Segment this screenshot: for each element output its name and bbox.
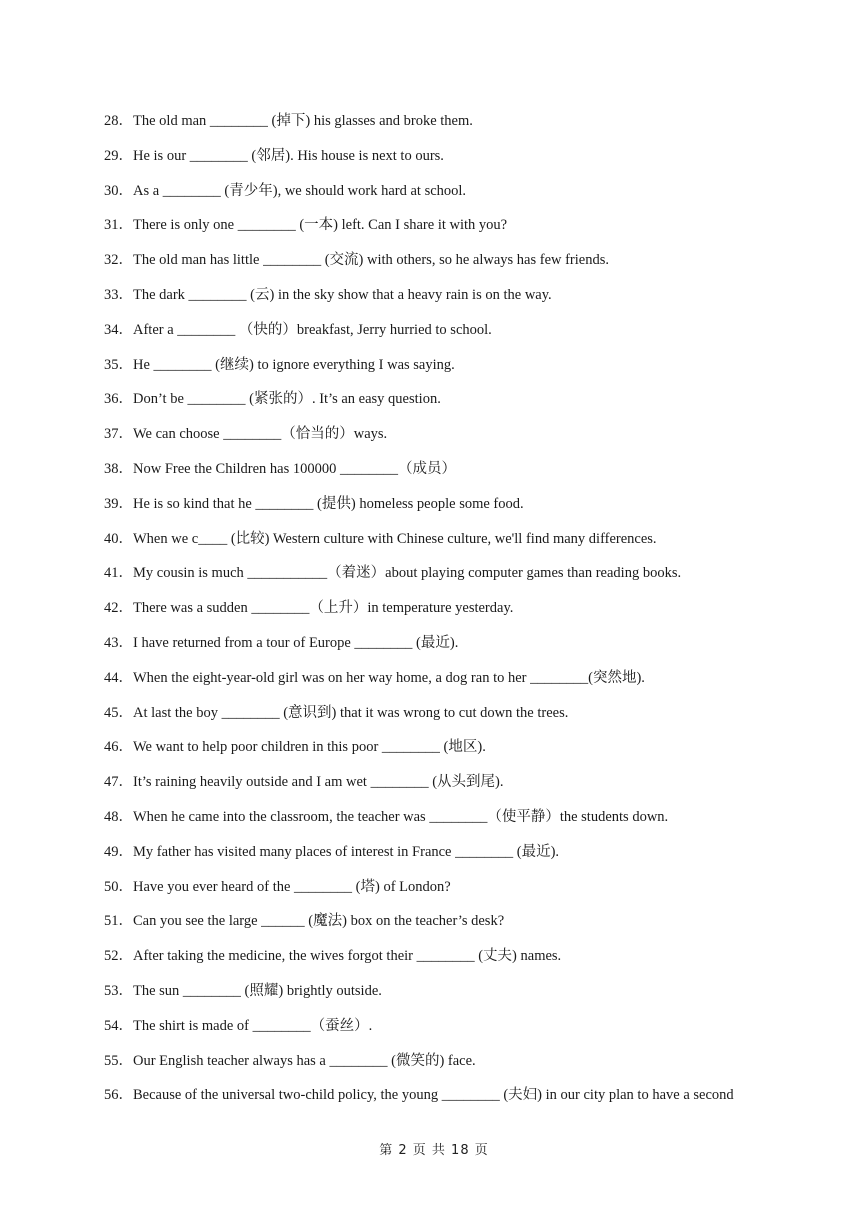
question-text: He is our ________ (邻居). His house is next to ours. bbox=[133, 147, 444, 164]
question-text: My father has visited many places of interest in France ________ (最近). bbox=[133, 843, 560, 860]
question-number: 52． bbox=[104, 948, 133, 965]
question-item bbox=[104, 458, 804, 493]
question-number: 31． bbox=[104, 217, 133, 234]
question-text: We can choose ________（恰当的）ways. bbox=[133, 426, 388, 443]
page-number-text: 第 2 页 共 18 页 bbox=[379, 1143, 489, 1158]
question-text: He is so kind that he ________ (提供) homeless people some food. bbox=[133, 495, 524, 512]
question-item bbox=[104, 667, 804, 702]
question-text: After a ________ （快的）breakfast, Jerry hurried to school. bbox=[133, 321, 492, 338]
question-item bbox=[104, 354, 804, 389]
question-text: My cousin is much ___________（着迷）about playing computer games than reading books. bbox=[133, 565, 682, 582]
question-number: 36． bbox=[104, 391, 133, 408]
question-item bbox=[104, 110, 804, 145]
question-text: We want to help poor children in this poor ________ (地区). bbox=[133, 739, 486, 756]
question-list bbox=[104, 110, 804, 1119]
question-number: 48． bbox=[104, 808, 133, 825]
question-number: 33． bbox=[104, 286, 133, 303]
question-item bbox=[104, 528, 804, 563]
question-item bbox=[104, 180, 804, 215]
question-item bbox=[104, 771, 804, 806]
question-text: The sun ________ (照耀) brightly outside. bbox=[133, 982, 382, 999]
question-item bbox=[104, 145, 804, 180]
question-text: When the eight-year-old girl was on her way home, a dog ran to her ________(突然地). bbox=[133, 669, 645, 686]
question-text: Our English teacher always has a ________ (微笑的) face. bbox=[133, 1052, 476, 1069]
question-item bbox=[104, 980, 804, 1015]
question-number: 28． bbox=[104, 113, 133, 129]
question-text: There was a sudden ________（上升）in temperature yesterday. bbox=[133, 600, 514, 617]
question-number: 32． bbox=[104, 252, 133, 269]
question-number: 42． bbox=[104, 600, 133, 617]
question-item bbox=[104, 284, 804, 319]
question-item bbox=[104, 736, 804, 771]
question-number: 51． bbox=[104, 913, 133, 930]
question-number: 37． bbox=[104, 426, 133, 443]
question-text: At last the boy ________ (意识到) that it was wrong to cut down the trees. bbox=[133, 704, 569, 721]
question-number: 47． bbox=[104, 774, 133, 791]
question-number: 44． bbox=[104, 669, 133, 686]
question-item bbox=[104, 597, 804, 632]
question-number: 54． bbox=[104, 1017, 133, 1034]
question-item bbox=[104, 493, 804, 528]
question-text: When we c____ (比较) Western culture with Chinese culture, we'll find many differences. bbox=[133, 530, 657, 547]
question-number: 55． bbox=[104, 1052, 133, 1069]
question-number: 46． bbox=[104, 739, 133, 756]
question-text: As a ________ (青少年), we should work hard at school. bbox=[133, 182, 467, 199]
question-item bbox=[104, 214, 804, 249]
question-number: 40． bbox=[104, 530, 133, 547]
question-item bbox=[104, 876, 804, 911]
question-text: There is only one ________ (一本) left. Can I share it with you? bbox=[133, 217, 508, 234]
question-text: The old man ________ (掉下) his glasses and broke them. bbox=[133, 113, 473, 129]
question-text: The old man has little ________ (交流) with others, so he always has few friends. bbox=[133, 252, 609, 269]
question-number: 43． bbox=[104, 634, 133, 651]
question-text: The shirt is made of ________（蚕丝）. bbox=[133, 1017, 373, 1034]
question-item bbox=[104, 806, 804, 841]
question-item bbox=[104, 1050, 804, 1085]
question-number: 45． bbox=[104, 704, 133, 721]
question-text: Can you see the large ______ (魔法) box on the teacher’s desk? bbox=[133, 913, 505, 930]
question-text: I have returned from a tour of Europe ________ (最近). bbox=[133, 634, 459, 651]
question-text: Because of the universal two-child policy, the young ________ (夫妇) in our city plan to have a second bbox=[133, 1087, 734, 1104]
question-number: 41． bbox=[104, 565, 133, 582]
question-text: It’s raining heavily outside and I am wet ________ (从头到尾). bbox=[133, 774, 504, 791]
question-item bbox=[104, 632, 804, 667]
question-text: When he came into the classroom, the teacher was ________（使平静）the students down. bbox=[133, 808, 669, 825]
question-text: The dark ________ (云) in the sky show that a heavy rain is on the way. bbox=[133, 286, 552, 303]
question-item bbox=[104, 702, 804, 737]
question-number: 53． bbox=[104, 982, 133, 999]
question-item bbox=[104, 1015, 804, 1050]
question-item bbox=[104, 423, 804, 458]
page-footer bbox=[0, 1139, 868, 1158]
question-text: Now Free the Children has 100000 ________（成员） bbox=[133, 460, 456, 477]
question-number: 56． bbox=[104, 1087, 133, 1104]
question-number: 35． bbox=[104, 356, 133, 373]
question-number: 50． bbox=[104, 878, 133, 895]
question-number: 34． bbox=[104, 321, 133, 338]
question-item bbox=[104, 945, 804, 980]
question-number: 30． bbox=[104, 182, 133, 199]
question-text: He ________ (继续) to ignore everything I was saying. bbox=[133, 356, 455, 373]
question-number: 39． bbox=[104, 495, 133, 512]
question-item bbox=[104, 562, 804, 597]
question-number: 49． bbox=[104, 843, 133, 860]
question-text: Don’t be ________ (紧张的）. It’s an easy question. bbox=[133, 391, 441, 408]
question-item bbox=[104, 910, 804, 945]
question-item bbox=[104, 319, 804, 354]
question-number: 38． bbox=[104, 460, 133, 477]
question-item bbox=[104, 841, 804, 876]
question-item bbox=[104, 388, 804, 423]
question-item bbox=[104, 1084, 804, 1119]
question-number: 29． bbox=[104, 147, 133, 164]
question-text: After taking the medicine, the wives forgot their ________ (丈夫) names. bbox=[133, 948, 562, 965]
question-text: Have you ever heard of the ________ (塔) of London? bbox=[133, 878, 451, 895]
question-item bbox=[104, 249, 804, 284]
